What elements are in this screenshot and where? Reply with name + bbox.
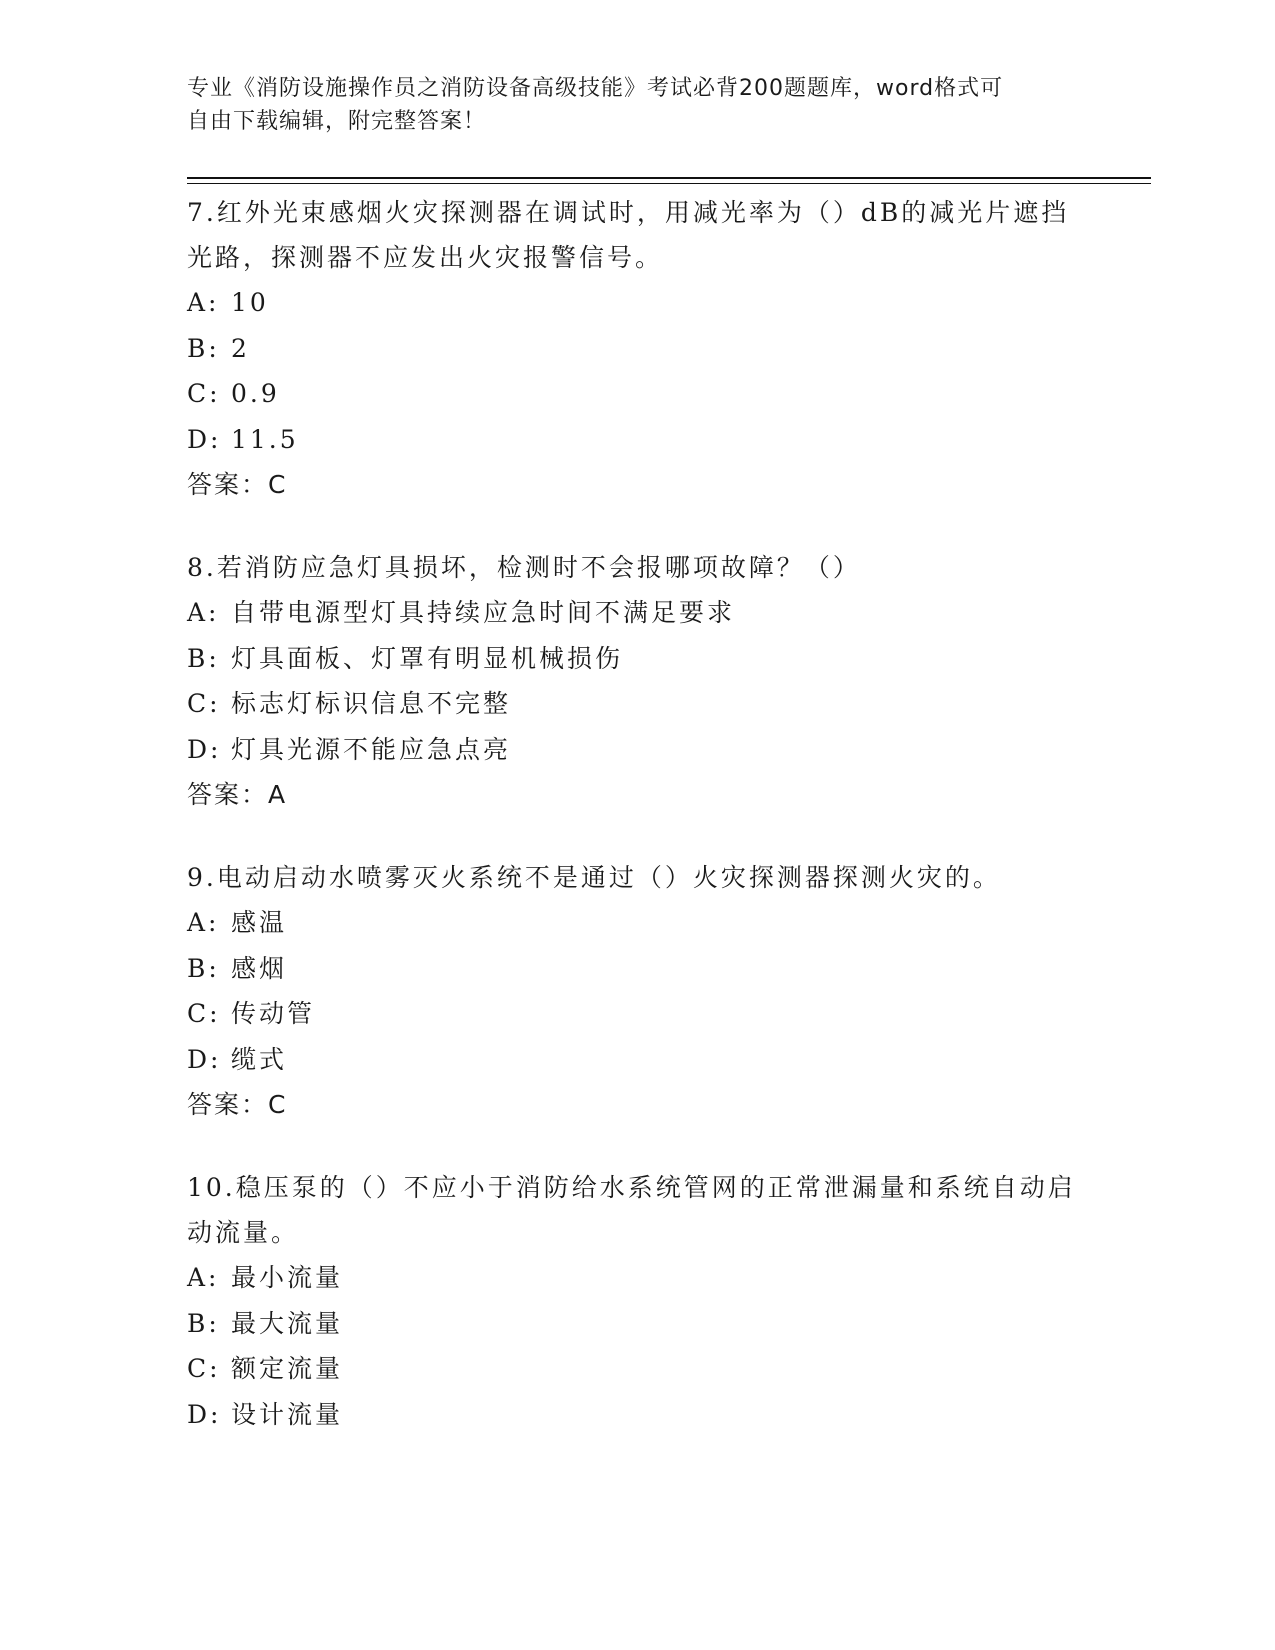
option-d: [187, 417, 1087, 463]
header-divider-thick: [187, 177, 1151, 179]
option-label: A:: [187, 598, 220, 627]
option-label: B:: [187, 333, 220, 363]
question-8: [187, 545, 1087, 817]
option-label: D:: [187, 1399, 222, 1429]
option-label: D:: [187, 734, 222, 764]
option-d: [187, 727, 1087, 773]
option-text: 灯具面板、灯罩有明显机械损伤: [231, 643, 624, 673]
option-c: [187, 1346, 1087, 1392]
option-d: [187, 1037, 1087, 1083]
option-label: C:: [187, 379, 221, 408]
option-label: A:: [187, 908, 220, 937]
option-label: A:: [187, 288, 220, 317]
option-a: [187, 900, 1087, 946]
option-text: 设计流量: [231, 1399, 344, 1429]
option-b: [187, 326, 1087, 372]
option-text: 自带电源型灯具持续应急时间不满足要求: [231, 598, 736, 627]
question-text: 9.电动启动水喷雾灭火系统不是通过（）火灾探测器探测火灾的。: [187, 863, 1001, 892]
option-text: 11.5: [231, 424, 299, 454]
option-c: [187, 371, 1087, 417]
option-label: C:: [187, 689, 221, 718]
header-divider-thin: [187, 183, 1151, 184]
option-c: [187, 681, 1087, 727]
option-b: [187, 636, 1087, 682]
document-header: [187, 72, 1067, 138]
option-text: 额定流量: [231, 1354, 344, 1383]
question-text: 8.若消防应急灯具损坏，检测时不会报哪项故障？（）: [187, 553, 861, 582]
option-text: 感烟: [231, 953, 288, 983]
question-9: [187, 855, 1087, 1127]
option-b: [187, 1301, 1087, 1347]
option-c: [187, 991, 1087, 1037]
question-10: [187, 1165, 1087, 1437]
answer: 答案：C: [187, 470, 288, 499]
option-label: A:: [187, 1263, 220, 1292]
question-text: 7.红外光束感烟火灾探测器在调试时，用减光率为（）dB的减光片遮挡光路，探测器不应发出火灾报警信号。: [187, 198, 1070, 272]
answer: 答案：C: [187, 1090, 288, 1119]
option-text: 缆式: [231, 1044, 288, 1074]
option-label: C:: [187, 999, 221, 1028]
option-a: [187, 1255, 1087, 1301]
header-line-1: 专业《消防设施操作员之消防设备高级技能》考试必背200题题库，word格式可: [187, 76, 1004, 101]
option-text: 灯具光源不能应急点亮: [231, 734, 512, 764]
question-list: [187, 190, 1087, 1475]
option-text: 最大流量: [231, 1308, 344, 1338]
question-7: [187, 190, 1087, 507]
option-text: 最小流量: [231, 1263, 344, 1292]
option-label: B:: [187, 1308, 220, 1338]
option-text: 2: [231, 333, 250, 363]
option-a: [187, 590, 1087, 636]
option-label: D:: [187, 1044, 222, 1074]
option-text: 10: [231, 288, 269, 317]
option-a: [187, 280, 1087, 326]
option-text: 标志灯标识信息不完整: [231, 689, 512, 718]
question-text: 10.稳压泵的（）不应小于消防给水系统管网的正常泄漏量和系统自动启动流量。: [187, 1173, 1076, 1247]
option-d: [187, 1392, 1087, 1438]
option-text: 传动管: [231, 999, 316, 1028]
answer: 答案：A: [187, 780, 288, 809]
header-line-2: 自由下载编辑，附完整答案！: [187, 109, 487, 134]
option-label: C:: [187, 1354, 221, 1383]
option-label: B:: [187, 643, 220, 673]
option-label: B:: [187, 953, 220, 983]
option-label: D:: [187, 424, 222, 454]
option-text: 感温: [231, 908, 288, 937]
option-text: 0.9: [231, 379, 280, 408]
option-b: [187, 946, 1087, 992]
